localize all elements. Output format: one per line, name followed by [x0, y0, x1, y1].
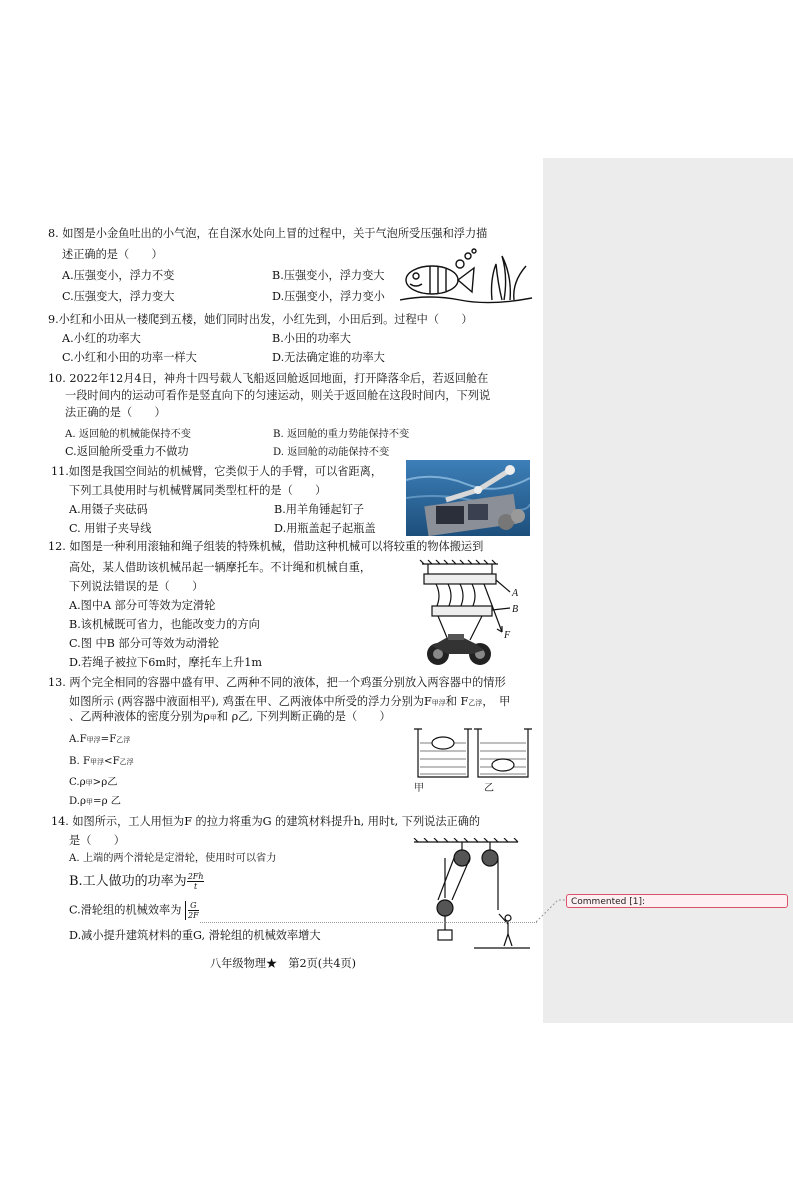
space-robotic-arm-photo: [406, 460, 530, 536]
fish-bubble-figure: [400, 248, 532, 304]
label-a: A: [512, 588, 519, 599]
label-f: F: [504, 630, 511, 641]
q9-stem: 9.小红和小田从一楼爬到五楼，她们同时出发，小红先到，小田后到。过程中（ ）: [48, 313, 473, 326]
q12-stem-line2: 高处，某人借助该机械吊起一辆摩托车。不计绳和机械自重，: [69, 561, 372, 574]
q10-option-c: C.返回舱所受重力不做功: [65, 445, 189, 458]
q9-option-b: B.小田的功率大: [272, 332, 351, 345]
comment-anchor-line: [200, 922, 537, 923]
label-b: B: [512, 604, 519, 615]
comment-balloon[interactable]: Commented [1]:: [566, 894, 788, 908]
q13-stem-line1: 13. 两个完全相同的容器中盛有甲、乙两种不同的液体，把一个鸡蛋分别放入两容器中的情形: [48, 676, 506, 689]
q14-option-a: A. 上端的两个滑轮是定滑轮，使用时可以省力: [69, 853, 277, 864]
q10-option-d: D. 返回舱的动能保持不变: [273, 447, 390, 458]
q14-stem-line2: 是（ ）: [69, 834, 125, 847]
q10-stem-line2: 一段时间内的运动可看作是竖直向下的匀速运动，则关于返回舱在这段时间内，下列说: [65, 389, 491, 402]
q8-option-c: C.压强变大，浮力变大: [62, 290, 175, 303]
q8-option-b: B.压强变小，浮力变大: [272, 269, 385, 282]
q10-stem-line1: 10. 2022年12月4日，神舟十四号载人飞船返回舱返回地面，打开降落伞后，若返回舱在: [48, 372, 489, 385]
page-footer: 八年级物理★ 第2页(共4页): [210, 957, 357, 970]
q11-option-b: B.用羊角锤起钉子: [274, 503, 365, 516]
q11-stem-line1: 11.如图是我国空间站的机械臂，它类似于人的手臂，可以省距离，: [51, 465, 383, 478]
q9-option-d: D.无法确定谁的功率大: [272, 351, 385, 364]
pulley-worker-figure: [410, 838, 534, 954]
roller-machine-figure: [418, 558, 530, 668]
q9-option-a: A.小红的功率大: [62, 332, 141, 345]
q8-option-a: A.压强变小，浮力不变: [62, 269, 175, 282]
label-jia: 甲: [414, 783, 424, 794]
q14-option-d: D.减小提升建筑材料的重G, 滑轮组的机械效率增大: [69, 929, 321, 942]
q10-option-b: B. 返回舱的重力势能保持不变: [273, 429, 410, 440]
q11-option-c: C. 用钳子夹导线: [69, 522, 152, 535]
q14-option-b: B.工人做功的功率为 $\frac{2Fh}{t}$: [69, 872, 204, 891]
motorcycle-icon: [427, 634, 491, 665]
q14-stem-line1: 14. 如图所示，工人用恒为F 的拉力将重为G 的建筑材料提升h, 用时t, 下列说法正确的: [51, 815, 481, 828]
q12-option-a: A.图中A 部分可等效为定滑轮: [69, 599, 216, 612]
q8-option-d: D.压强变小，浮力变小: [272, 290, 385, 303]
q13-option-d: D.ρ甲=ρ 乙: [69, 796, 121, 807]
q14-option-c: C.滑轮组的机械效率为 $\frac{G}{2F}$: [69, 901, 199, 920]
efficiency-fraction: $\frac{G}{2F}$: [185, 901, 199, 920]
label-yi: 乙: [484, 783, 494, 794]
q12-option-b: B.该机械既可省力，也能改变力的方向: [69, 618, 260, 631]
q8-stem-line1: 8. 如图是小金鱼吐出的小气泡，在自深水处向上冒的过程中，关于气泡所受压强和浮力描: [48, 227, 488, 240]
q13-option-a: A.F甲浮=F乙浮: [69, 734, 131, 745]
q12-stem-line3: 下列说法错误的是（ ）: [69, 580, 204, 593]
q13-option-c: C.ρ甲>ρ乙: [69, 777, 118, 788]
q11-stem-line2: 下列工具使用时与机械臂属同类型杠杆的是（ ）: [69, 484, 327, 497]
q13-option-b: B. F甲浮<F乙浮: [69, 756, 134, 767]
q10-option-a: A. 返回舱的机械能保持不变: [65, 429, 191, 440]
q12-stem-line1: 12. 如图是一种利用滚轴和绳子组装的特殊机械，借助这种机械可以将较重的物体搬运到: [48, 540, 484, 553]
q12-option-c: C.图 中B 部分可等效为动滑轮: [69, 637, 220, 650]
q13-stem-line2: 如图所示 (两容器中液面相平), 鸡蛋在甲、乙两液体中所受的浮力分别为F甲浮和 F乙浮， 甲: [69, 695, 511, 708]
q8-stem-line2: 述正确的是（ ）: [62, 248, 163, 261]
q12-option-d: D.若绳子被拉下6m时，摩托车上升1m: [69, 656, 263, 669]
q10-stem-line3: 法正确的是（ ）: [65, 406, 166, 419]
q11-option-a: A.用镊子夹砝码: [69, 503, 148, 516]
q9-option-c: C.小红和小田的功率一样大: [62, 351, 197, 364]
q13-stem-line3: 、乙两种液体的密度分别为ρ甲和 ρ乙, 下列判断正确的是（ ）: [69, 710, 391, 723]
power-fraction: $\frac{2Fh}{t}$: [187, 872, 204, 891]
comment-connector: [536, 896, 568, 924]
q11-option-d: D.用瓶盖起子起瓶盖: [274, 522, 376, 535]
egg-containers-figure: [412, 725, 532, 795]
